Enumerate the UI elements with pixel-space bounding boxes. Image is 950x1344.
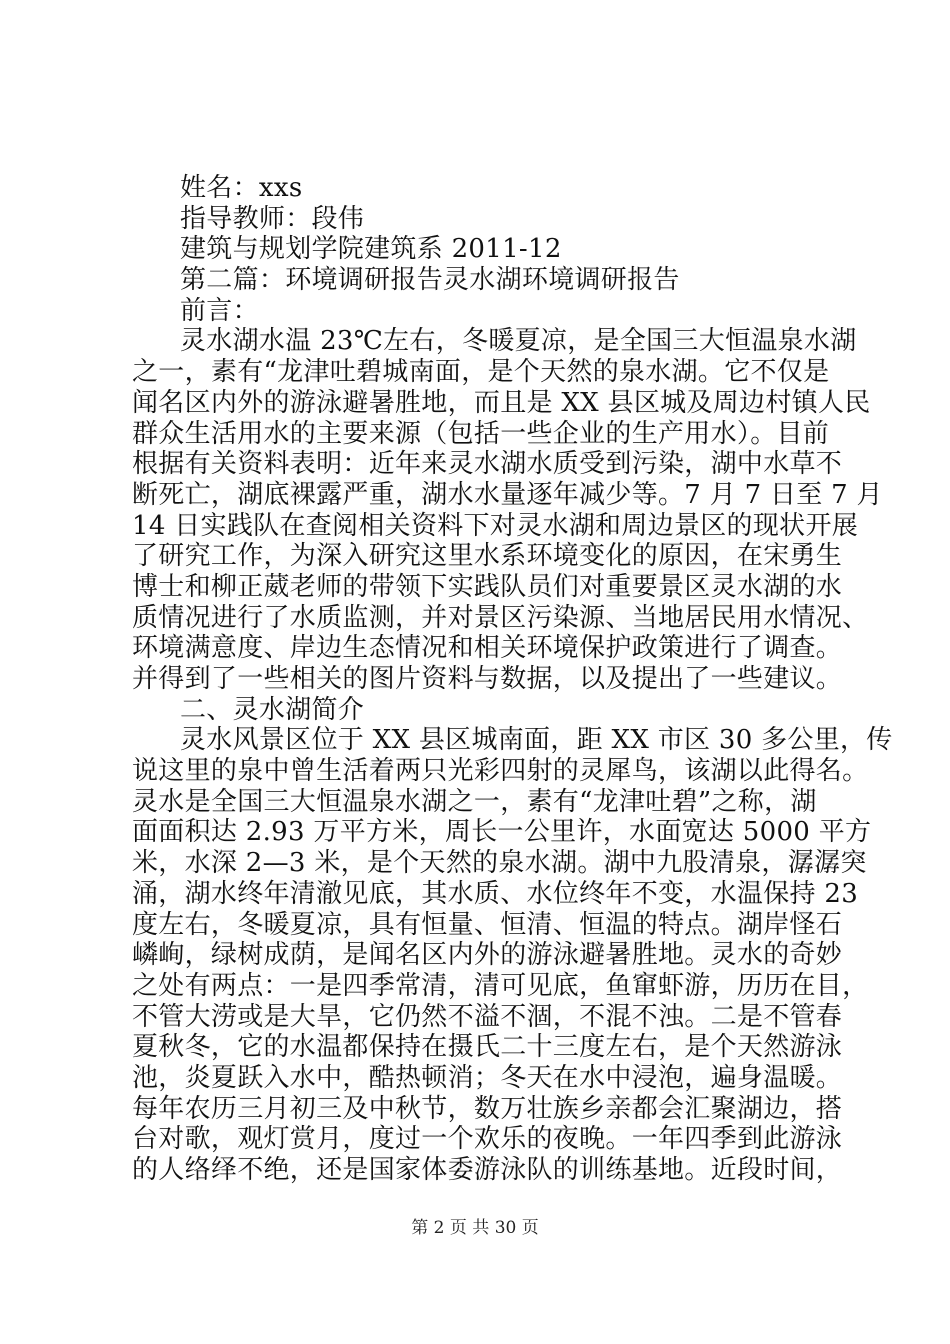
paragraph-line: 不管大涝或是大旱，它仍然不溢不涸，不混不浊。二是不管春 [132,1001,843,1032]
paragraph-line: 台对歌，观灯赏月，度过一个欢乐的夜晚。一年四季到此游泳 [132,1124,843,1155]
paragraph-line: 之一，素有“龙津吐碧城南面，是个天然的泉水湖。它不仅是 [132,357,830,388]
part-title: 第二篇：环境调研报告灵水湖环境调研报告 [180,265,680,296]
paragraph-line: 环境满意度、岸边生态情况和相关环境保护政策进行了调查。 [132,633,843,664]
paragraph-line: 度左右，冬暖夏凉，具有恒量、恒清、恒温的特点。湖岸怪石 [132,909,843,940]
author-name: 姓名：xxs [180,173,303,203]
department-line: 建筑与规划学院建筑系 2011-12 [180,234,562,265]
paragraph-line: 嶙峋，绿树成荫，是闻名区内外的游泳避暑胜地。灵水的奇妙 [132,940,843,971]
paragraph-line: 14 日实践队在查阅相关资料下对灵水湖和周边景区的现状开展 [132,510,859,541]
paragraph-line: 面面积达 2.93 万平方米，周长一公里许，水面宽达 5000 平方 [132,817,872,848]
paragraph-line: 米，水深 2—3 米，是个天然的泉水湖。湖中九股清泉，潺潺突 [132,848,867,879]
intro-paragraph [132,725,893,1185]
paragraph-line: 群众生活用水的主要来源（包括一些企业的生产用水）。目前 [132,418,830,449]
paragraph-line: 了研究工作，为深入研究这里水系环境变化的原因，在宋勇生 [132,541,843,572]
preface-paragraph [132,326,883,694]
paragraph-line: 质情况进行了水质监测，并对景区污染源、当地居民用水情况、 [132,602,869,633]
paragraph-line: 闻名区内外的游泳避暑胜地，而且是 XX 县区城及周边村镇人民 [132,387,871,418]
paragraph-line: 灵水湖水温 23℃左右，冬暖夏凉，是全国三大恒温泉水湖 [180,326,857,357]
paragraph-line: 之处有两点：一是四季常清，清可见底，鱼窜虾游，历历在目， [132,970,869,1001]
document-body [132,173,893,1186]
page-number-footer: 第 2 页 共 30 页 [411,1218,539,1238]
paragraph-line: 说这里的泉中曾生活着两只光彩四射的灵犀鸟，该湖以此得名。 [132,756,869,787]
paragraph-line: 每年农历三月初三及中秋节，数万壮族乡亲都会汇聚湖边，搭 [132,1093,843,1124]
paragraph-line: 并得到了一些相关的图片资料与数据，以及提出了一些建议。 [132,664,843,694]
advisor-name: 指导教师：段伟 [180,203,365,234]
paragraph-line: 池，炎夏跃入水中，酷热顿消；冬天在水中浸泡，遍身温暖。 [132,1062,843,1093]
paragraph-line: 涌，湖水终年清澈见底，其水质、水位终年不变，水温保持 23 [132,878,859,909]
paragraph-line: 断死亡，湖底裸露严重，湖水水量逐年减少等。7 月 7 日至 7 月 [132,479,883,510]
paragraph-line: 博士和柳正葳老师的带领下实践队员们对重要景区灵水湖的水 [132,571,843,602]
paragraph-line: 根据有关资料表明：近年来灵水湖水质受到污染，湖中水草不 [132,449,843,480]
paragraph-line: 灵水是全国三大恒温泉水湖之一，素有“龙津吐碧”之称，湖 [132,786,817,817]
preface-heading: 前言： [180,295,259,326]
paragraph-line: 的人络绎不绝，还是国家体委游泳队的训练基地。近段时间， [132,1155,843,1185]
section-heading: 二、灵水湖简介 [180,694,365,725]
paragraph-line: 夏秋冬，它的水温都保持在摄氏二十三度左右，是个天然游泳 [132,1032,843,1063]
paragraph-line: 灵水风景区位于 XX 县区城南面，距 XX 市区 30 多公里，传 [180,725,893,756]
